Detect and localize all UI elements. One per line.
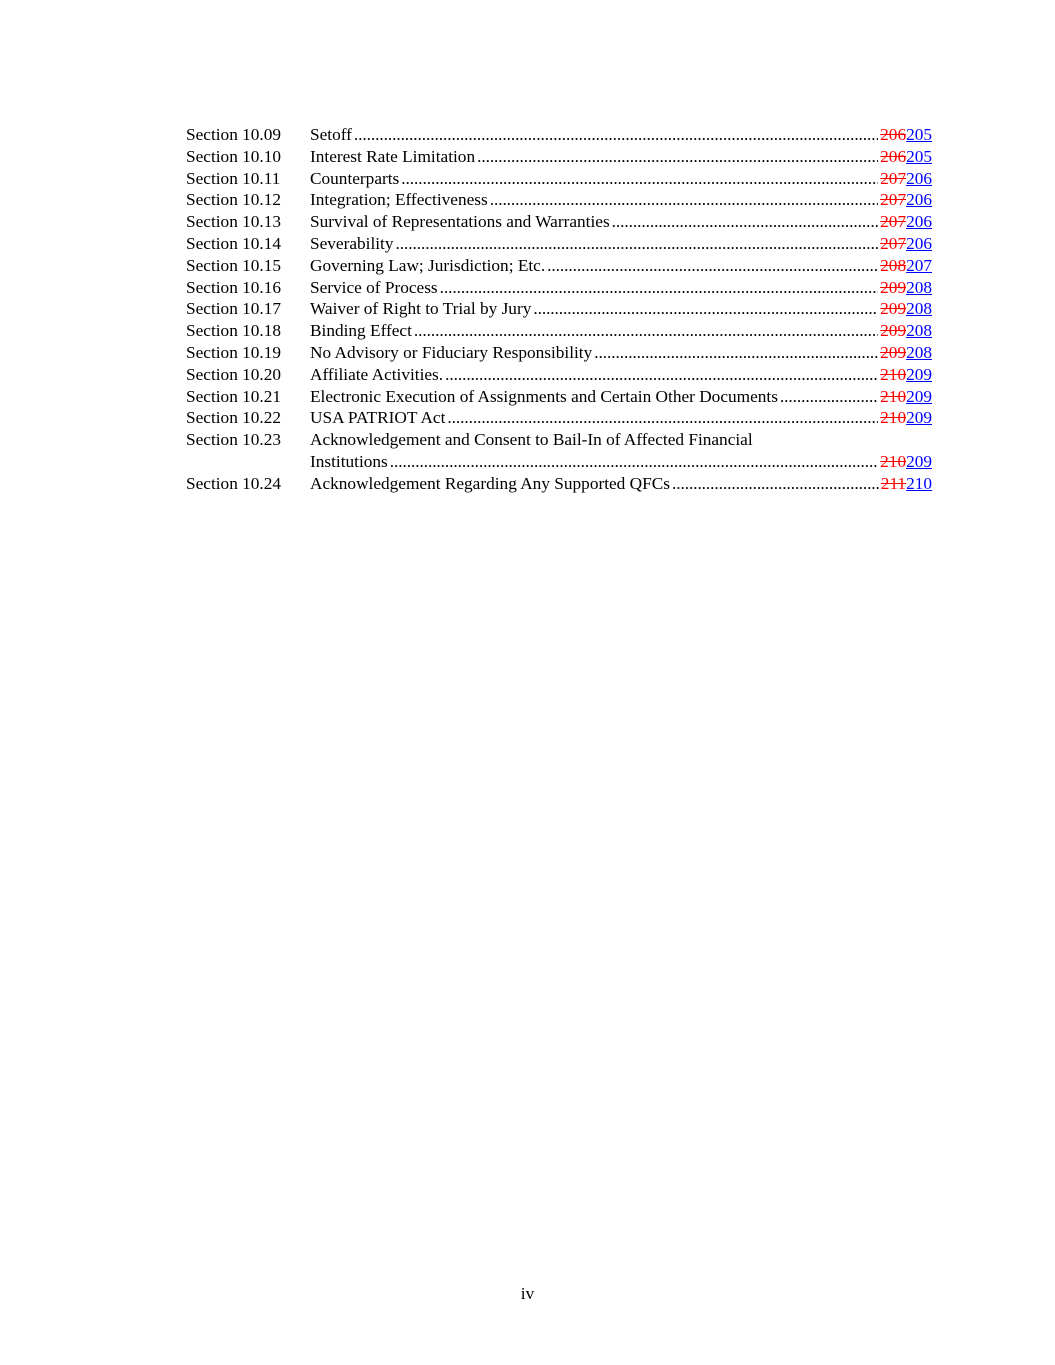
- section-title[interactable]: Service of Process: [310, 277, 438, 297]
- toc-entry-10-22: [186, 407, 932, 429]
- page-reference: [880, 168, 932, 190]
- section-title[interactable]: Severability: [310, 233, 394, 253]
- section-title[interactable]: No Advisory or Fiduciary Responsibility: [310, 342, 593, 362]
- toc-entry-10-20: [186, 364, 932, 386]
- toc-entry-10-23-continued: [186, 451, 932, 473]
- leader-dots: [612, 211, 878, 233]
- page-link[interactable]: 205: [906, 146, 932, 166]
- page-link[interactable]: 205: [906, 125, 932, 144]
- section-number: Section 10.23: [186, 430, 282, 450]
- deleted-page-number: 211: [880, 473, 907, 493]
- deleted-page-number: 209: [880, 342, 907, 362]
- page-link[interactable]: 210: [906, 473, 932, 493]
- page-reference: [880, 364, 932, 386]
- section-title[interactable]: Interest Rate Limitation: [310, 146, 476, 166]
- section-title-line-1[interactable]: Acknowledgement and Consent to Bail-In of Affected Financial: [310, 430, 753, 450]
- toc-entry-10-11: [186, 168, 932, 190]
- deleted-page-number: 209: [880, 321, 907, 341]
- page-link[interactable]: 206: [906, 168, 932, 188]
- section-number: Section 10.19: [186, 342, 282, 362]
- toc-entry-10-23: [186, 429, 932, 451]
- toc-entry-10-15: [186, 255, 932, 277]
- leader-dots: [445, 364, 878, 386]
- section-number: Section 10.22: [186, 408, 282, 428]
- leader-dots: [547, 255, 878, 277]
- section-number: Section 10.20: [186, 364, 282, 384]
- page-link[interactable]: 209: [906, 386, 932, 406]
- leader-dots: [440, 277, 879, 299]
- page-link[interactable]: 208: [906, 277, 932, 297]
- deleted-page-number: 208: [880, 255, 907, 275]
- page-reference: [880, 451, 932, 473]
- section-title[interactable]: Governing Law; Jurisdiction; Etc.: [310, 255, 546, 275]
- toc-entry-10-16: [186, 277, 932, 299]
- page-link[interactable]: 207: [906, 255, 932, 275]
- leader-dots: [594, 342, 878, 364]
- toc-entry-10-24: [186, 473, 932, 495]
- table-of-contents: [186, 124, 932, 495]
- section-number: Section 10.10: [186, 146, 282, 166]
- section-title[interactable]: Setoff: [310, 125, 352, 144]
- section-number: Section 10.24: [186, 473, 282, 493]
- page-reference: [880, 233, 932, 255]
- section-title[interactable]: Survival of Representations and Warranties: [310, 212, 610, 232]
- leader-dots: [414, 320, 878, 342]
- page-link[interactable]: 209: [906, 364, 932, 384]
- toc-entry-10-12: [186, 189, 932, 211]
- section-number: Section 10.16: [186, 277, 282, 297]
- toc-entry-10-09: [186, 124, 932, 146]
- page-reference: [880, 386, 932, 408]
- page-reference: [880, 342, 932, 364]
- section-title[interactable]: USA PATRIOT Act: [310, 408, 446, 428]
- section-title[interactable]: Counterparts: [310, 168, 400, 188]
- section-number: Section 10.14: [186, 233, 282, 253]
- toc-entry-10-19: [186, 342, 932, 364]
- page-link[interactable]: 208: [906, 321, 932, 341]
- leader-dots: [477, 146, 878, 168]
- section-title[interactable]: Electronic Execution of Assignments and Certain Other Documents: [310, 386, 778, 406]
- leader-dots: [672, 473, 879, 495]
- section-number: Section 10.21: [186, 386, 282, 406]
- section-title[interactable]: Affiliate Activities.: [310, 364, 444, 384]
- deleted-page-number: 209: [880, 277, 907, 297]
- toc-entry-10-14: [186, 233, 932, 255]
- page-reference: [881, 473, 932, 495]
- page-reference: [880, 211, 932, 233]
- deleted-page-number: 210: [880, 451, 907, 471]
- leader-dots: [780, 386, 878, 408]
- toc-entry-10-21: [186, 386, 932, 408]
- page-link[interactable]: 209: [906, 451, 932, 471]
- section-title[interactable]: Integration; Effectiveness: [310, 190, 488, 210]
- leader-dots: [447, 407, 878, 429]
- page-reference: [880, 277, 932, 299]
- page-link[interactable]: 206: [906, 212, 932, 232]
- section-number: Section 10.09: [186, 125, 282, 144]
- leader-dots: [401, 168, 878, 190]
- page-link[interactable]: 206: [906, 190, 932, 210]
- deleted-page-number: 207: [880, 168, 907, 188]
- deleted-page-number: 209: [880, 299, 907, 319]
- section-title-line-2[interactable]: Institutions: [310, 451, 388, 471]
- section-number: Section 10.13: [186, 212, 282, 232]
- page-reference: [880, 320, 932, 342]
- deleted-page-number: 206: [880, 125, 907, 144]
- leader-dots: [354, 124, 878, 146]
- page-reference: [880, 146, 932, 168]
- deleted-page-number: 207: [880, 212, 907, 232]
- toc-entry-10-18: [186, 320, 932, 342]
- page-link[interactable]: 208: [906, 299, 932, 319]
- page-reference: [880, 298, 932, 320]
- deleted-page-number: 210: [880, 364, 907, 384]
- deleted-page-number: 210: [880, 408, 907, 428]
- section-title[interactable]: Binding Effect: [310, 321, 412, 341]
- toc-entry-10-17: [186, 298, 932, 320]
- section-number: Section 10.11: [186, 168, 281, 188]
- toc-entry-10-10: [186, 146, 932, 168]
- section-number: Section 10.15: [186, 255, 282, 275]
- deleted-page-number: 207: [880, 233, 907, 253]
- leader-dots: [533, 298, 878, 320]
- leader-dots: [390, 451, 878, 473]
- page-reference: [880, 189, 932, 211]
- page-reference: [880, 407, 932, 429]
- page-link[interactable]: 209: [906, 408, 932, 428]
- deleted-page-number: 210: [880, 386, 907, 406]
- page-link[interactable]: 206: [906, 233, 932, 253]
- deleted-page-number: 206: [880, 146, 907, 166]
- leader-dots: [396, 233, 879, 255]
- section-number: Section 10.12: [186, 190, 282, 210]
- page-number: iv: [520, 1284, 535, 1303]
- page-reference: [880, 124, 932, 146]
- section-title[interactable]: Acknowledgement Regarding Any Supported QFCs: [310, 473, 670, 493]
- page-link[interactable]: 208: [906, 342, 932, 362]
- section-number: Section 10.17: [186, 299, 282, 319]
- section-number: Section 10.18: [186, 321, 282, 341]
- deleted-page-number: 207: [880, 190, 907, 210]
- toc-entry-10-13: [186, 211, 932, 233]
- section-title[interactable]: Waiver of Right to Trial by Jury: [310, 299, 532, 319]
- leader-dots: [490, 189, 878, 211]
- page-reference: [880, 255, 932, 277]
